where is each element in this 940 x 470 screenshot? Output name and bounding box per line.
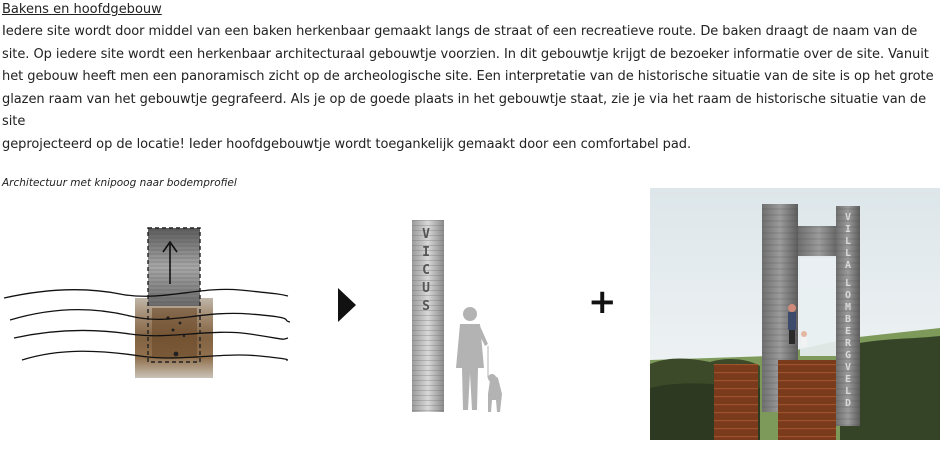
section-heading: Bakens en hoofdgebouw (2, 2, 162, 17)
render-letter: M (844, 302, 852, 313)
pillar-letter: C (422, 263, 430, 278)
plus-icon: + (588, 282, 617, 322)
dog-silhouette (488, 346, 502, 412)
render-letter: D (844, 398, 852, 409)
render-letter: V (844, 212, 852, 223)
render-letter: O (844, 290, 852, 301)
soil-profile-sketch (0, 220, 290, 390)
render-letter: A (844, 260, 852, 271)
paragraph-line: glazen raam van het gebouwtje gegrafeerd. Als je op de goede plaats in het gebouwtje staat, zie je via het raam de historische situatie van de site (2, 91, 927, 129)
render-letter: L (844, 278, 852, 289)
render-letter: V (844, 362, 852, 373)
figure-caption: Architectuur met knipoog naar bodemprofiel (2, 177, 237, 189)
person-silhouette (456, 307, 488, 410)
render-letter: L (844, 236, 852, 247)
render-letter: L (844, 248, 852, 259)
pillar-letter: U (422, 281, 430, 296)
render-letter: G (844, 350, 852, 361)
render-letter: R (844, 338, 852, 349)
paragraph-line: Iedere site wordt door middel van een baken herkenbaar gemaakt langs de straat of een recreatieve route. De baken draagt de naam van de (2, 24, 918, 39)
render-letter: L (844, 386, 852, 397)
pillar-letter: V (422, 227, 430, 242)
paragraph-line: site. Op iedere site wordt een herkenbaar architecturaal gebouwtje voorzien. In dit gebouwtje krijgt de bezoeker informatie over de site. Vanuit (2, 46, 929, 62)
render-letter: E (844, 374, 852, 385)
render-letter: E (844, 326, 852, 337)
paragraph-line: het gebouw heeft men een panoramisch zicht op de archeologische site. Een interpretatie van de historische situatie van de site is op het grote (2, 69, 934, 84)
building-render (650, 188, 940, 440)
beacon-pillar (410, 218, 510, 418)
render-letter: B (844, 314, 852, 325)
play-arrow-icon (338, 288, 356, 322)
paragraph-line: geprojecteerd op de locatie! Ieder hoofdgebouwtje wordt toegankelijk gemaakt door een comfortabel pad. (2, 136, 692, 152)
render-letter: I (844, 224, 852, 235)
pillar-letter: I (422, 245, 430, 260)
pillar-letter: S (422, 299, 430, 314)
body-paragraph (2, 21, 937, 156)
